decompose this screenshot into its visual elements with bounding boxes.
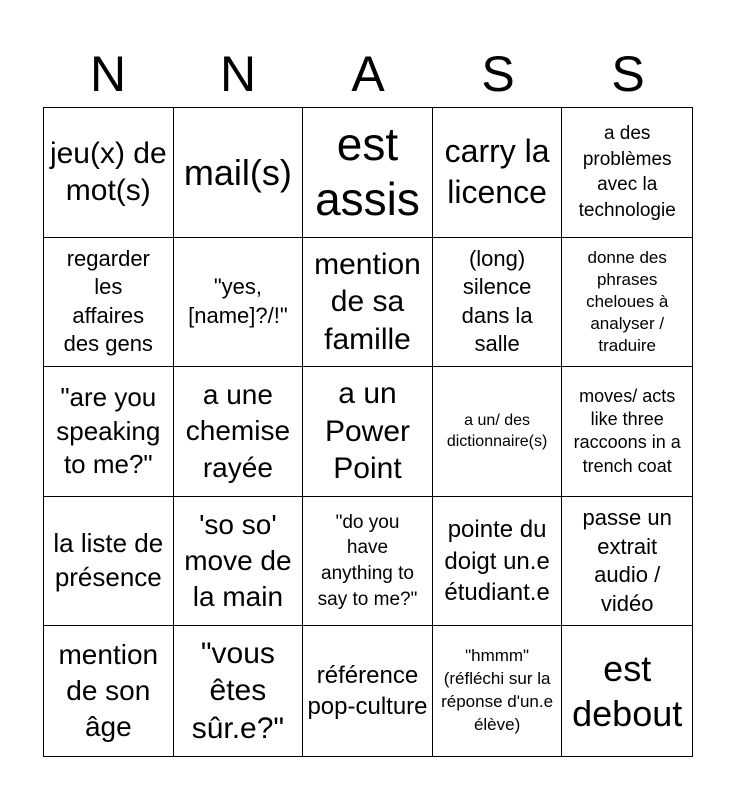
cell-text: passe un extrait audio / vidéo: [582, 504, 672, 616]
cell-text: "vous êtes sûr.e?": [191, 636, 285, 745]
bingo-cell-r4-c3[interactable]: [303, 497, 433, 627]
bingo-cell-r2-c3[interactable]: [303, 238, 433, 368]
bingo-cell-r3-c2[interactable]: [174, 367, 304, 497]
cell-text: "are you speaking to me?": [56, 381, 161, 480]
bingo-cell-r4-c4[interactable]: [433, 497, 563, 627]
cell-text: a un/ des dictionnaire(s): [446, 411, 548, 451]
bingo-cell-r3-c1[interactable]: [44, 367, 174, 497]
bingo-cell-r1-c1[interactable]: [44, 108, 174, 238]
bingo-cell-r2-c4[interactable]: [433, 238, 563, 368]
cell-text: a des problèmes avec la technologie: [578, 123, 676, 221]
bingo-cell-r5-c2[interactable]: [174, 626, 304, 756]
cell-text: mention de sa famille: [314, 247, 421, 356]
bingo-cell-r2-c5[interactable]: [562, 238, 692, 368]
bingo-cell-r5-c3[interactable]: [303, 626, 433, 756]
header-letter-1: N: [89, 46, 127, 102]
bingo-cell-r1-c2[interactable]: [174, 108, 304, 238]
bingo-header: [43, 40, 693, 108]
bingo-cell-r4-c5[interactable]: [562, 497, 692, 627]
cell-text: a une chemise rayée: [185, 378, 291, 483]
bingo-cell-r5-c1[interactable]: [44, 626, 174, 756]
bingo-cell-r5-c5[interactable]: [562, 626, 692, 756]
header-letter-3: A: [351, 46, 385, 102]
bingo-board: [43, 107, 693, 757]
cell-text: est debout: [572, 648, 683, 735]
cell-text: est assis: [315, 118, 420, 226]
bingo-cell-r3-c3[interactable]: [303, 367, 433, 497]
cell-text: mention de son âge: [58, 638, 159, 743]
cell-text: a un Power Point: [324, 377, 411, 486]
bingo-cell-r2-c2[interactable]: [174, 238, 304, 368]
bingo-cell-r4-c2[interactable]: [174, 497, 304, 627]
header-letter-4: S: [481, 46, 515, 102]
header-letter-5: S: [611, 46, 645, 102]
cell-text: donne des phrases cheloues à analyser / traduire: [586, 247, 669, 356]
bingo-cell-r3-c4[interactable]: [433, 367, 563, 497]
cell-text: "do you have anything to say to me?": [317, 511, 418, 610]
cell-text: "yes, [name]?/!": [188, 274, 288, 328]
bingo-cell-r1-c5[interactable]: [562, 108, 692, 238]
bingo-cell-r1-c4[interactable]: [433, 108, 563, 238]
cell-text: mail(s): [183, 151, 292, 193]
header-letter-2: N: [219, 46, 257, 102]
bingo-cell-r1-c3[interactable]: [303, 108, 433, 238]
cell-text: regarder les affaires des gens: [63, 245, 153, 357]
cell-text: carry la licence: [444, 132, 550, 211]
cell-text: moves/ acts like three raccoons in a trench coat: [573, 385, 681, 476]
cell-text: 'so so' move de la main: [184, 508, 292, 613]
bingo-cell-r4-c1[interactable]: [44, 497, 174, 627]
bingo-cell-r5-c4[interactable]: [433, 626, 563, 756]
cell-text: "hmmm" (réfléchi sur la réponse d'un.e élève): [441, 646, 554, 735]
cell-text: pointe du doigt un.e étudiant.e: [444, 516, 550, 606]
bingo-cell-r2-c1[interactable]: [44, 238, 174, 368]
cell-text: la liste de présence: [53, 528, 164, 593]
cell-text: jeu(x) de mot(s): [49, 136, 167, 208]
cell-text: (long) silence dans la salle: [461, 245, 533, 357]
bingo-cell-r3-c5[interactable]: [562, 367, 692, 497]
cell-text: référence pop-culture: [307, 662, 428, 721]
